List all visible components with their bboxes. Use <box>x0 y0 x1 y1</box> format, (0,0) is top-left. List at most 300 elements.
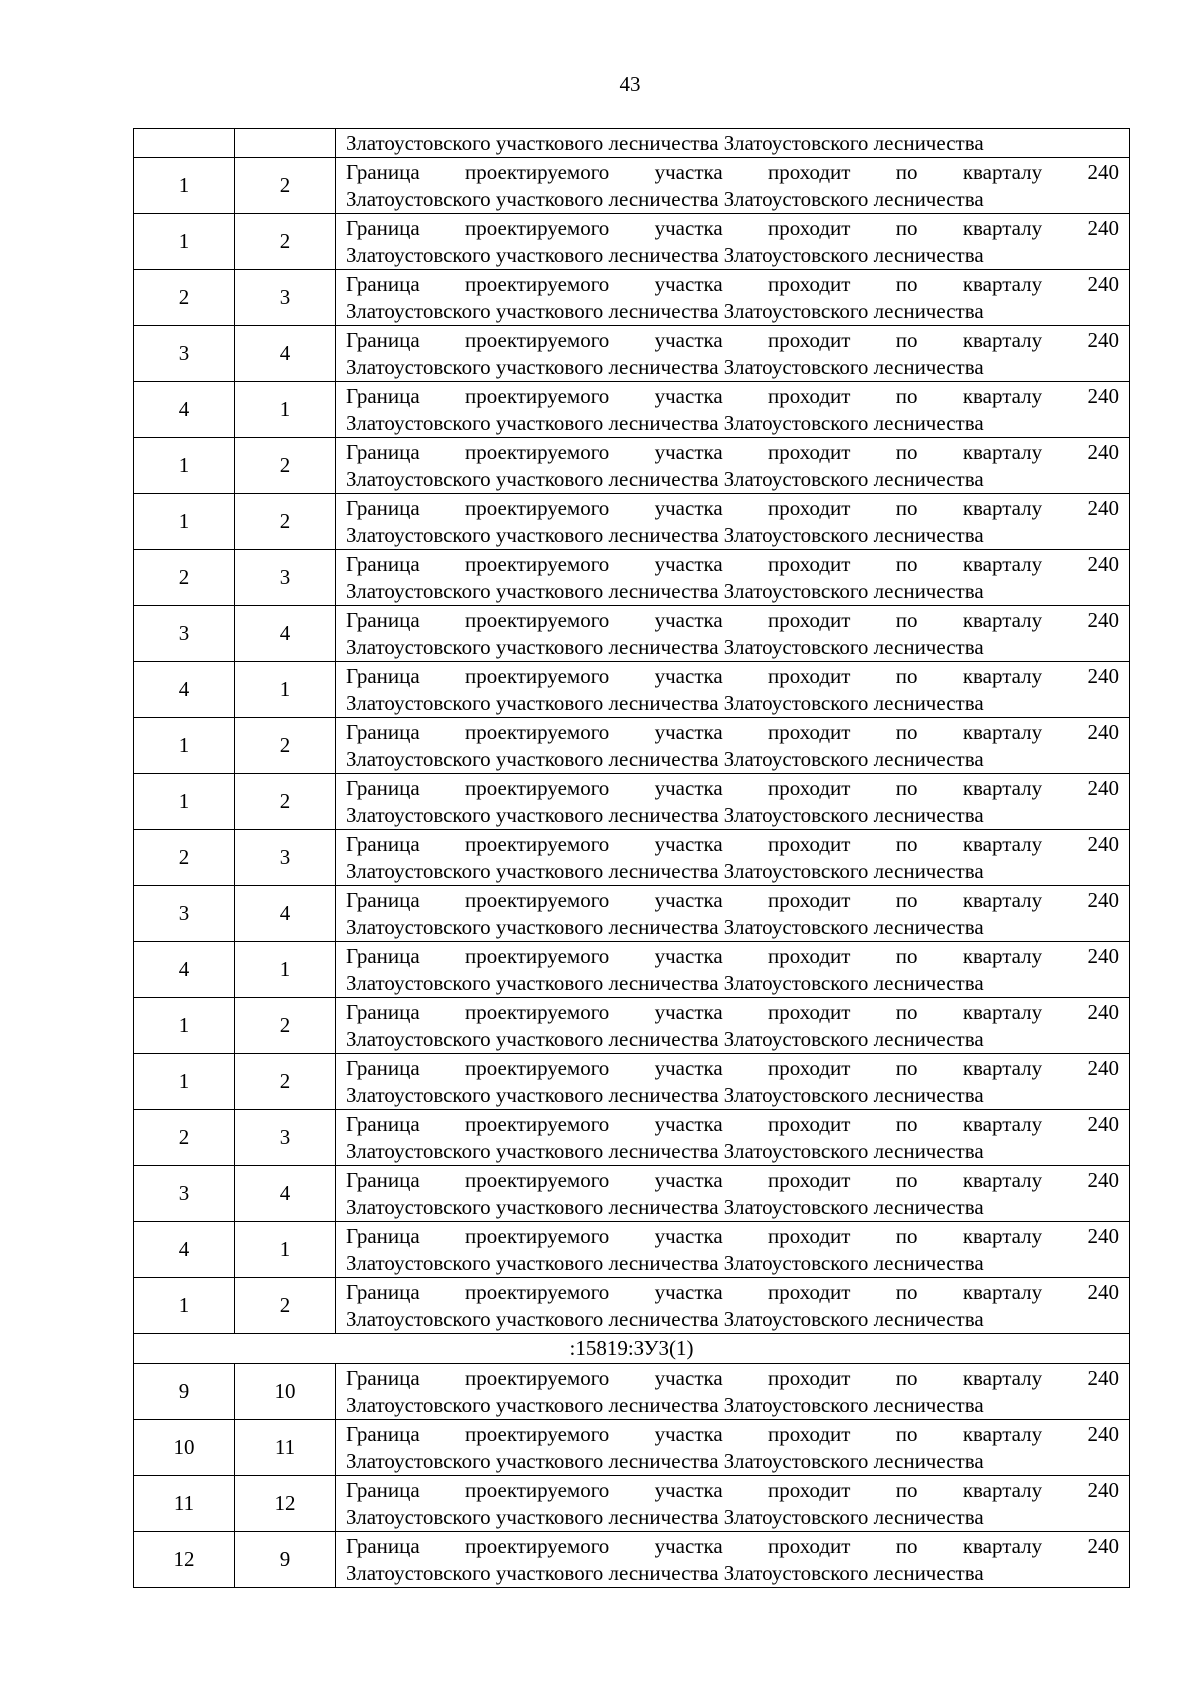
from-point-cell: 3 <box>134 606 235 662</box>
description-word: 240 <box>1087 160 1119 184</box>
description-word: проходит <box>768 608 851 632</box>
to-point-cell: 2 <box>235 998 336 1054</box>
description-word: 240 <box>1087 944 1119 968</box>
description-line-1 <box>346 438 1119 466</box>
description-word: проектируемого <box>465 776 610 800</box>
description-word: проектируемого <box>465 1366 610 1390</box>
description-word: проходит <box>768 216 851 240</box>
table-row <box>134 326 1130 382</box>
description-word: участка <box>654 552 723 576</box>
table-row <box>134 1532 1130 1588</box>
description-word: кварталу <box>962 832 1043 856</box>
description-line: Златоустовского участкового лесничества Златоустовского лесничества <box>346 131 984 155</box>
description-word: Граница <box>346 888 420 912</box>
description-word: по <box>895 888 918 912</box>
description-word: 240 <box>1087 1478 1119 1502</box>
description-word: 240 <box>1087 1422 1119 1446</box>
description-word: Граница <box>346 1056 420 1080</box>
description-word: участка <box>654 664 723 688</box>
table-row <box>134 662 1130 718</box>
to-point-cell: 3 <box>235 270 336 326</box>
boundary-table <box>133 128 1130 1588</box>
description-word: кварталу <box>962 608 1043 632</box>
description-word: 240 <box>1087 1534 1119 1558</box>
to-point-cell <box>235 129 336 158</box>
description-word: проектируемого <box>465 608 610 632</box>
to-point-cell: 2 <box>235 158 336 214</box>
from-point-cell: 10 <box>134 1420 235 1476</box>
description-word: 240 <box>1087 608 1119 632</box>
description-cell <box>336 1364 1130 1420</box>
to-point-cell: 2 <box>235 1278 336 1334</box>
description-line-2: Златоустовского участкового лесничества Златоустовского лесничества <box>346 187 984 211</box>
description-cell <box>336 550 1130 606</box>
description-word: проходит <box>768 1366 851 1390</box>
description-word: проектируемого <box>465 888 610 912</box>
description-word: участка <box>654 496 723 520</box>
description-word: кварталу <box>962 1224 1043 1248</box>
description-word: по <box>895 160 918 184</box>
description-word: по <box>895 552 918 576</box>
description-cell <box>336 214 1130 270</box>
section-header-row <box>134 1334 1130 1364</box>
description-word: 240 <box>1087 272 1119 296</box>
description-word: 240 <box>1087 384 1119 408</box>
description-word: проходит <box>768 328 851 352</box>
description-cell <box>336 886 1130 942</box>
description-word: по <box>895 1534 918 1558</box>
description-cell <box>336 1110 1130 1166</box>
description-line-1 <box>346 606 1119 634</box>
description-line-2: Златоустовского участкового лесничества Златоустовского лесничества <box>346 1083 984 1107</box>
description-word: кварталу <box>962 216 1043 240</box>
description-word: участка <box>654 720 723 744</box>
description-word: кварталу <box>962 1112 1043 1136</box>
from-point-cell: 2 <box>134 270 235 326</box>
description-cell <box>336 942 1130 998</box>
description-word: кварталу <box>962 440 1043 464</box>
description-word: кварталу <box>962 496 1043 520</box>
description-word: проектируемого <box>465 664 610 688</box>
description-word: кварталу <box>962 664 1043 688</box>
description-word: проходит <box>768 1056 851 1080</box>
description-word: по <box>895 1168 918 1192</box>
description-line-2: Златоустовского участкового лесничества Златоустовского лесничества <box>346 299 984 323</box>
description-word: Граница <box>346 328 420 352</box>
description-line-2: Златоустовского участкового лесничества Златоустовского лесничества <box>346 579 984 603</box>
description-line-1 <box>346 830 1119 858</box>
description-line-2: Златоустовского участкового лесничества Златоустовского лесничества <box>346 1307 984 1331</box>
description-word: 240 <box>1087 552 1119 576</box>
to-point-cell: 2 <box>235 494 336 550</box>
description-word: проходит <box>768 1168 851 1192</box>
table-row <box>134 214 1130 270</box>
description-line-2: Златоустовского участкового лесничества Златоустовского лесничества <box>346 523 984 547</box>
description-cell <box>336 438 1130 494</box>
description-word: кварталу <box>962 1534 1043 1558</box>
description-word: проектируемого <box>465 440 610 464</box>
from-point-cell: 3 <box>134 886 235 942</box>
from-point-cell: 1 <box>134 998 235 1054</box>
to-point-cell: 11 <box>235 1420 336 1476</box>
description-word: 240 <box>1087 720 1119 744</box>
description-word: проектируемого <box>465 1112 610 1136</box>
description-word: участка <box>654 1280 723 1304</box>
from-point-cell: 1 <box>134 214 235 270</box>
description-line-1 <box>346 270 1119 298</box>
description-line-2: Златоустовского участкового лесничества Златоустовского лесничества <box>346 859 984 883</box>
description-word: участка <box>654 272 723 296</box>
description-line-2: Златоустовского участкового лесничества Златоустовского лесничества <box>346 1251 984 1275</box>
description-word: Граница <box>346 776 420 800</box>
description-word: участка <box>654 888 723 912</box>
description-cell <box>336 1054 1130 1110</box>
from-point-cell: 2 <box>134 550 235 606</box>
description-line-1 <box>346 1222 1119 1250</box>
table-row <box>134 718 1130 774</box>
table-row <box>134 606 1130 662</box>
description-word: проходит <box>768 1422 851 1446</box>
description-line-2: Златоустовского участкового лесничества Златоустовского лесничества <box>346 411 984 435</box>
from-point-cell: 9 <box>134 1364 235 1420</box>
to-point-cell: 1 <box>235 382 336 438</box>
description-word: 240 <box>1087 664 1119 688</box>
description-word: участка <box>654 944 723 968</box>
description-word: Граница <box>346 1000 420 1024</box>
description-word: проходит <box>768 440 851 464</box>
description-line-2: Златоустовского участкового лесничества Златоустовского лесничества <box>346 915 984 939</box>
description-cell <box>336 718 1130 774</box>
to-point-cell: 2 <box>235 718 336 774</box>
description-word: участка <box>654 440 723 464</box>
description-word: Граница <box>346 552 420 576</box>
description-word: Граница <box>346 944 420 968</box>
boundary-table-body <box>134 129 1130 1588</box>
description-word: Граница <box>346 1366 420 1390</box>
description-cell <box>336 662 1130 718</box>
description-word: кварталу <box>962 1168 1043 1192</box>
to-point-cell: 2 <box>235 774 336 830</box>
description-word: проходит <box>768 720 851 744</box>
description-line-1 <box>346 662 1119 690</box>
description-line-1 <box>346 718 1119 746</box>
to-point-cell: 3 <box>235 830 336 886</box>
description-word: по <box>895 1056 918 1080</box>
description-word: по <box>895 1366 918 1390</box>
page-number: 43 <box>619 72 641 96</box>
to-point-cell: 2 <box>235 214 336 270</box>
description-word: проходит <box>768 496 851 520</box>
description-line-2: Златоустовского участкового лесничества Златоустовского лесничества <box>346 635 984 659</box>
description-word: Граница <box>346 832 420 856</box>
table-row <box>134 830 1130 886</box>
table-row <box>134 550 1130 606</box>
description-word: 240 <box>1087 776 1119 800</box>
description-word: проектируемого <box>465 1534 610 1558</box>
description-line-1 <box>346 1278 1119 1306</box>
table-row <box>134 158 1130 214</box>
description-word: по <box>895 272 918 296</box>
to-point-cell: 3 <box>235 1110 336 1166</box>
description-line-1 <box>346 550 1119 578</box>
description-word: кварталу <box>962 1056 1043 1080</box>
table-row <box>134 998 1130 1054</box>
description-cell <box>336 158 1130 214</box>
description-line-2: Златоустовского участкового лесничества Златоустовского лесничества <box>346 1195 984 1219</box>
description-word: кварталу <box>962 384 1043 408</box>
description-word: кварталу <box>962 720 1043 744</box>
description-line-1 <box>346 1532 1119 1560</box>
description-word: Граница <box>346 440 420 464</box>
description-word: кварталу <box>962 888 1043 912</box>
description-word: Граница <box>346 1478 420 1502</box>
description-word: 240 <box>1087 328 1119 352</box>
continuation-row <box>134 129 1130 158</box>
description-word: проектируемого <box>465 552 610 576</box>
description-word: Граница <box>346 1422 420 1446</box>
description-word: по <box>895 1224 918 1248</box>
description-word: проектируемого <box>465 384 610 408</box>
description-word: Граница <box>346 216 420 240</box>
description-word: участка <box>654 1000 723 1024</box>
description-word: 240 <box>1087 1112 1119 1136</box>
description-line-2: Златоустовского участкового лесничества Златоустовского лесничества <box>346 1027 984 1051</box>
description-word: проходит <box>768 1478 851 1502</box>
description-word: проектируемого <box>465 1478 610 1502</box>
description-word: участка <box>654 1224 723 1248</box>
from-point-cell: 3 <box>134 326 235 382</box>
description-word: участка <box>654 776 723 800</box>
description-word: проходит <box>768 1000 851 1024</box>
description-line-1 <box>346 1364 1119 1392</box>
description-word: по <box>895 328 918 352</box>
description-line-2: Златоустовского участкового лесничества Златоустовского лесничества <box>346 243 984 267</box>
description-word: участка <box>654 160 723 184</box>
description-word: 240 <box>1087 496 1119 520</box>
from-point-cell: 1 <box>134 1278 235 1334</box>
description-word: проектируемого <box>465 272 610 296</box>
to-point-cell: 1 <box>235 1222 336 1278</box>
description-word: участка <box>654 832 723 856</box>
description-word: проходит <box>768 1280 851 1304</box>
description-cell <box>336 270 1130 326</box>
description-cell <box>336 774 1130 830</box>
description-word: Граница <box>346 496 420 520</box>
description-line-1 <box>346 494 1119 522</box>
description-cell <box>336 129 1130 158</box>
description-word: кварталу <box>962 944 1043 968</box>
description-line-1 <box>346 158 1119 186</box>
description-word: Граница <box>346 608 420 632</box>
description-word: проектируемого <box>465 832 610 856</box>
description-word: проходит <box>768 888 851 912</box>
to-point-cell: 1 <box>235 942 336 998</box>
description-line-2: Златоустовского участкового лесничества Златоустовского лесничества <box>346 1139 984 1163</box>
description-line-2: Златоустовского участкового лесничества Златоустовского лесничества <box>346 747 984 771</box>
description-word: проходит <box>768 944 851 968</box>
description-line-1 <box>346 1420 1119 1448</box>
to-point-cell: 4 <box>235 1166 336 1222</box>
description-word: проходит <box>768 272 851 296</box>
description-word: участка <box>654 1168 723 1192</box>
description-cell <box>336 1532 1130 1588</box>
from-point-cell: 1 <box>134 1054 235 1110</box>
description-word: кварталу <box>962 1280 1043 1304</box>
description-word: кварталу <box>962 552 1043 576</box>
from-point-cell: 4 <box>134 942 235 998</box>
description-word: участка <box>654 1478 723 1502</box>
description-word: участка <box>654 1112 723 1136</box>
description-word: кварталу <box>962 328 1043 352</box>
description-cell <box>336 1166 1130 1222</box>
description-word: по <box>895 776 918 800</box>
description-line-1 <box>346 326 1119 354</box>
description-cell <box>336 1420 1130 1476</box>
description-word: проходит <box>768 384 851 408</box>
description-line-1 <box>346 1476 1119 1504</box>
from-point-cell: 2 <box>134 830 235 886</box>
description-word: 240 <box>1087 1280 1119 1304</box>
description-word: кварталу <box>962 272 1043 296</box>
description-word: Граница <box>346 384 420 408</box>
description-word: проектируемого <box>465 720 610 744</box>
description-cell <box>336 998 1130 1054</box>
description-line-1 <box>346 382 1119 410</box>
description-word: кварталу <box>962 1000 1043 1024</box>
description-cell <box>336 382 1130 438</box>
description-word: проектируемого <box>465 216 610 240</box>
description-word: проходит <box>768 552 851 576</box>
description-word: участка <box>654 608 723 632</box>
description-cell <box>336 1476 1130 1532</box>
description-word: кварталу <box>962 776 1043 800</box>
description-cell <box>336 1222 1130 1278</box>
table-row <box>134 438 1130 494</box>
from-point-cell: 11 <box>134 1476 235 1532</box>
table-row <box>134 1110 1130 1166</box>
description-word: проектируемого <box>465 1056 610 1080</box>
description-word: проходит <box>768 776 851 800</box>
to-point-cell: 12 <box>235 1476 336 1532</box>
description-word: по <box>895 216 918 240</box>
description-line-2: Златоустовского участкового лесничества Златоустовского лесничества <box>346 691 984 715</box>
description-word: 240 <box>1087 1366 1119 1390</box>
from-point-cell: 1 <box>134 774 235 830</box>
description-cell <box>336 830 1130 886</box>
description-word: проектируемого <box>465 1422 610 1446</box>
from-point-cell: 1 <box>134 494 235 550</box>
table-row <box>134 1364 1130 1420</box>
description-word: кварталу <box>962 1366 1043 1390</box>
description-word: проектируемого <box>465 496 610 520</box>
table-row <box>134 886 1130 942</box>
table-row <box>134 1222 1130 1278</box>
description-word: участка <box>654 1422 723 1446</box>
description-word: участка <box>654 1366 723 1390</box>
description-line-2: Златоустовского участкового лесничества Златоустовского лесничества <box>346 1449 984 1473</box>
description-word: проектируемого <box>465 944 610 968</box>
description-word: участка <box>654 216 723 240</box>
table-row <box>134 382 1130 438</box>
to-point-cell: 3 <box>235 550 336 606</box>
description-word: проходит <box>768 1534 851 1558</box>
description-word: 240 <box>1087 1224 1119 1248</box>
table-row <box>134 942 1130 998</box>
from-point-cell: 1 <box>134 158 235 214</box>
description-word: Граница <box>346 720 420 744</box>
description-word: 240 <box>1087 216 1119 240</box>
description-word: по <box>895 440 918 464</box>
description-line-2: Златоустовского участкового лесничества Златоустовского лесничества <box>346 803 984 827</box>
description-word: Граница <box>346 1224 420 1248</box>
description-cell <box>336 494 1130 550</box>
description-word: проектируемого <box>465 1168 610 1192</box>
from-point-cell: 1 <box>134 438 235 494</box>
description-line-1 <box>346 1166 1119 1194</box>
description-word: 240 <box>1087 832 1119 856</box>
description-cell <box>336 326 1130 382</box>
description-word: по <box>895 1280 918 1304</box>
description-line-1 <box>346 1054 1119 1082</box>
description-word: Граница <box>346 1280 420 1304</box>
description-cell <box>336 606 1130 662</box>
to-point-cell: 4 <box>235 606 336 662</box>
from-point-cell: 12 <box>134 1532 235 1588</box>
description-word: по <box>895 1422 918 1446</box>
description-word: Граница <box>346 1534 420 1558</box>
description-line-2: Златоустовского участкового лесничества Златоустовского лесничества <box>346 1561 984 1585</box>
description-word: по <box>895 944 918 968</box>
description-word: 240 <box>1087 1056 1119 1080</box>
description-word: 240 <box>1087 440 1119 464</box>
description-line-2: Златоустовского участкового лесничества Златоустовского лесничества <box>346 1505 984 1529</box>
description-word: проходит <box>768 1224 851 1248</box>
from-point-cell <box>134 129 235 158</box>
description-word: проектируемого <box>465 1280 610 1304</box>
from-point-cell: 4 <box>134 382 235 438</box>
from-point-cell: 3 <box>134 1166 235 1222</box>
description-word: кварталу <box>962 160 1043 184</box>
description-word: Граница <box>346 160 420 184</box>
table-row <box>134 494 1130 550</box>
description-word: участка <box>654 328 723 352</box>
description-word: участка <box>654 1056 723 1080</box>
description-word: по <box>895 720 918 744</box>
description-line-2: Златоустовского участкового лесничества Златоустовского лесничества <box>346 1393 984 1417</box>
description-word: кварталу <box>962 1478 1043 1502</box>
from-point-cell: 1 <box>134 718 235 774</box>
description-line-1 <box>346 998 1119 1026</box>
description-line-2: Златоустовского участкового лесничества Златоустовского лесничества <box>346 467 984 491</box>
description-word: Граница <box>346 272 420 296</box>
description-cell <box>336 1278 1130 1334</box>
description-word: проходит <box>768 160 851 184</box>
description-word: проектируемого <box>465 328 610 352</box>
to-point-cell: 9 <box>235 1532 336 1588</box>
description-line-1 <box>346 214 1119 242</box>
description-word: 240 <box>1087 1168 1119 1192</box>
to-point-cell: 10 <box>235 1364 336 1420</box>
description-word: проектируемого <box>465 1224 610 1248</box>
table-row <box>134 1166 1130 1222</box>
to-point-cell: 4 <box>235 326 336 382</box>
description-word: Граница <box>346 1112 420 1136</box>
description-line-1 <box>346 886 1119 914</box>
description-word: по <box>895 1478 918 1502</box>
description-word: проходит <box>768 664 851 688</box>
description-line-2: Златоустовского участкового лесничества Златоустовского лесничества <box>346 971 984 995</box>
description-word: по <box>895 1000 918 1024</box>
